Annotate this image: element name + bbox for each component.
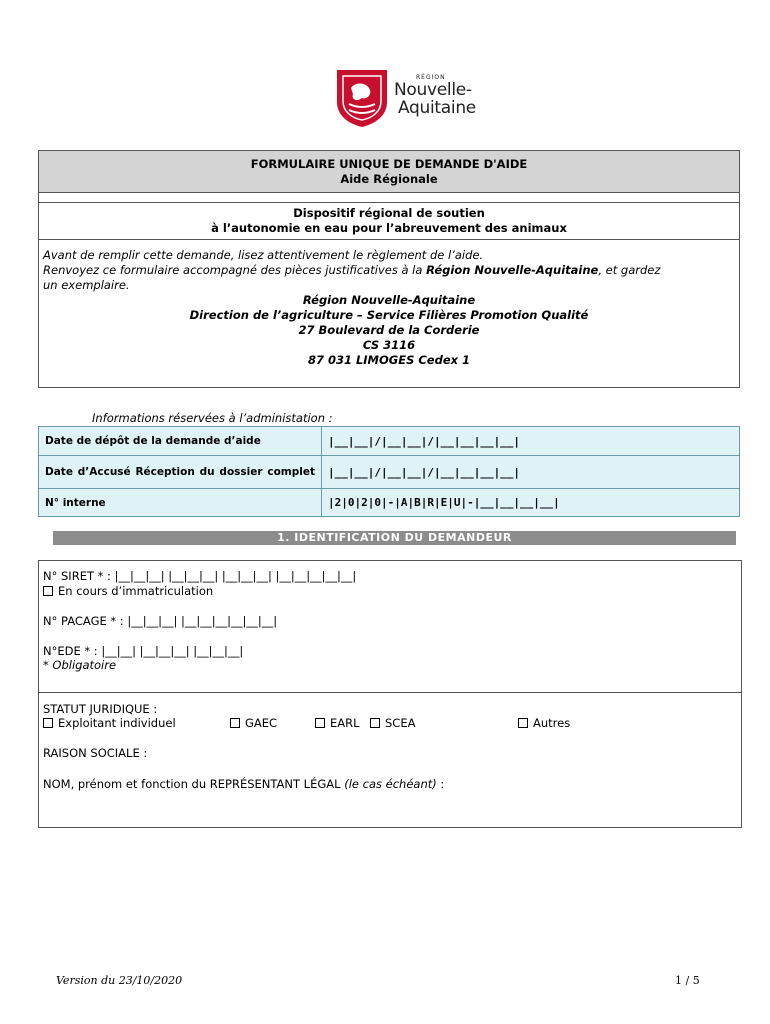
admin-caption: Informations réservées à l’administation : bbox=[92, 411, 333, 425]
dispositif-line2: à l’autonomie en eau pour l’abreuvement des animaux bbox=[211, 221, 567, 235]
statut-option-label: GAEC bbox=[245, 716, 278, 730]
logo-name-line2: Aquitaine bbox=[398, 98, 476, 118]
logo-name-line1: Nouvelle- bbox=[394, 80, 472, 100]
region-logo-text bbox=[394, 74, 476, 117]
statut-option-gaec[interactable] bbox=[230, 716, 277, 731]
pacage-field[interactable]: N° PACAGE * : |__|__|__| |__|__|__|__|__|__| bbox=[43, 614, 278, 628]
identification-box bbox=[38, 560, 742, 828]
statut-option-label: Exploitant individuel bbox=[58, 716, 176, 730]
immatriculation-option[interactable] bbox=[43, 584, 213, 599]
address-line-5: 87 031 LIMOGES Cedex 1 bbox=[307, 353, 471, 367]
intro-line3: un exemplaire. bbox=[43, 278, 130, 292]
dispositif-band bbox=[39, 202, 739, 240]
intro-line2-text: Renvoyez ce formulaire accompagné des pièces justificatives à la bbox=[43, 263, 427, 277]
address-line-1: Région Nouvelle-Aquitaine bbox=[302, 293, 476, 307]
section-heading-identification: 1. IDENTIFICATION DU DEMANDEUR bbox=[53, 531, 736, 545]
form-title: FORMULAIRE UNIQUE DE DEMANDE D'AIDE bbox=[250, 157, 528, 171]
checkbox-icon[interactable] bbox=[43, 586, 53, 596]
siret-field[interactable]: N° SIRET * : |__|__|__| |__|__|__| |__|__|__| |__|__|__|__|__| bbox=[43, 569, 357, 583]
statut-option-earl[interactable] bbox=[315, 716, 360, 731]
divider bbox=[39, 692, 741, 693]
intro-line1: Avant de remplir cette demande, lisez attentivement le règlement de l’aide. bbox=[43, 248, 484, 262]
checkbox-icon[interactable] bbox=[230, 718, 240, 728]
address-line-2: Direction de l’agriculture – Service Filières Promotion Qualité bbox=[189, 308, 589, 322]
statut-option-exploitant[interactable] bbox=[43, 716, 176, 731]
raison-sociale-field[interactable]: RAISON SOCIALE : bbox=[43, 746, 148, 760]
table-row bbox=[39, 489, 740, 517]
logo-region-label: RÉGION bbox=[416, 74, 446, 81]
footer-version: Version du 23/10/2020 bbox=[56, 974, 183, 987]
checkbox-icon[interactable] bbox=[370, 718, 380, 728]
form-header-box bbox=[38, 150, 740, 388]
ede-field[interactable]: N°EDE * : |__|__| |__|__|__| |__|__|__| bbox=[43, 644, 244, 658]
form-title-band bbox=[39, 151, 739, 193]
intro-line2-end: , et gardez bbox=[598, 263, 661, 277]
intro-line2-region: Région Nouvelle-Aquitaine bbox=[426, 263, 599, 277]
checkbox-icon[interactable] bbox=[43, 718, 53, 728]
checkbox-icon[interactable] bbox=[518, 718, 528, 728]
statut-juridique-label: STATUT JURIDIQUE : bbox=[43, 702, 158, 716]
table-row bbox=[39, 456, 740, 489]
instructions bbox=[39, 240, 739, 368]
admin-table bbox=[38, 426, 740, 517]
statut-option-label: Autres bbox=[533, 716, 571, 730]
table-row bbox=[39, 427, 740, 456]
dispositif-line1: Dispositif régional de soutien bbox=[293, 206, 485, 220]
address-line-3: 27 Boulevard de la Corderie bbox=[298, 323, 480, 337]
admin-label-interne: N° interne bbox=[39, 489, 322, 517]
intro-line2 bbox=[43, 263, 735, 278]
statut-option-label: EARL bbox=[330, 716, 360, 730]
footer-page-number: 1 / 5 bbox=[675, 974, 700, 987]
admin-value-interne[interactable]: |2|0|2|0|-|A|B|R|E|U|-|__|__|__|__| bbox=[322, 489, 740, 517]
statut-option-scea[interactable] bbox=[370, 716, 415, 731]
admin-label-depot: Date de dépôt de la demande d’aide bbox=[39, 427, 322, 456]
statut-option-autres[interactable] bbox=[518, 716, 570, 731]
address-line-4: CS 3116 bbox=[362, 338, 416, 352]
admin-value-accuse[interactable]: |__|__|/|__|__|/|__|__|__|__| bbox=[322, 456, 740, 489]
region-logo-emblem bbox=[335, 68, 389, 128]
representant-colon: : bbox=[436, 777, 445, 791]
representant-note: (le cas échéant) bbox=[344, 777, 437, 791]
admin-label-accuse: Date d’Accusé Réception du dossier complet bbox=[39, 456, 322, 489]
representant-label: NOM, prénom et fonction du REPRÉSENTANT LÉGAL bbox=[43, 777, 345, 791]
immatriculation-label: En cours d’immatriculation bbox=[58, 584, 214, 598]
form-subtitle: Aide Régionale bbox=[340, 172, 438, 186]
admin-value-depot[interactable]: |__|__|/|__|__|/|__|__|__|__| bbox=[322, 427, 740, 456]
obligatoire-note: * Obligatoire bbox=[43, 658, 117, 672]
checkbox-icon[interactable] bbox=[315, 718, 325, 728]
statut-option-label: SCEA bbox=[385, 716, 416, 730]
representant-field[interactable] bbox=[43, 777, 444, 792]
